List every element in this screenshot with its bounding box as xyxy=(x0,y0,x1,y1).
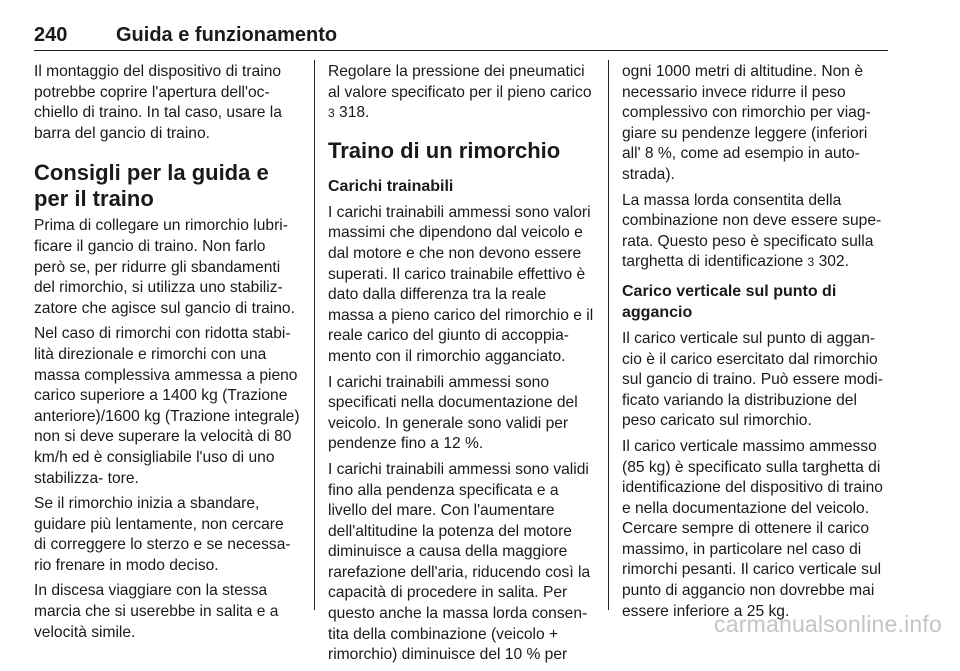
page-reference-arrow-icon: 3 xyxy=(807,255,815,270)
subsection-heading-carichi: Carichi trainabili xyxy=(328,177,454,195)
column-divider-2 xyxy=(608,60,609,610)
header-rule xyxy=(34,50,888,51)
paragraph-text: La massa lorda consentita della combinazione non deve essere supe- rata. Questo peso è specificato sulla targhetta di identificazione xyxy=(622,191,882,271)
watermark: carmanualsonline.info xyxy=(714,611,942,637)
column-2 xyxy=(328,62,594,671)
paragraph: I carichi trainabili ammessi sono valori massimi che dipendono dal veicolo e dal motore e che non devono essere superati. Il carico trainabile effettivo è dato dalla differenza tra la reale massa a pieno carico del rimorchio e il reale carico del giunto di accoppia- mento con il rimorchio agganciato. xyxy=(328,203,594,365)
section-heading-traino: Traino di un rimorchio xyxy=(328,137,561,163)
page-number: 240 xyxy=(34,24,68,46)
paragraph: In discesa viaggiare con la stessa marcia che si userebbe in salita e a velocità simile. xyxy=(34,582,279,641)
column-3 xyxy=(622,62,888,627)
page-reference-arrow-icon: 3 xyxy=(328,106,335,121)
paragraph: I carichi trainabili ammessi sono validi fino alla pendenza specificata e a livello del mare. Con l'aumentare dell'altitudine la potenza del motore diminuisce a causa della maggiore rarefazione dell'aria, riducendo così la capacità di procedere in salita. Per questo anche la massa lorda consen- tita della combinazione (veicolo + rimorchio) diminuisce del 10 % per xyxy=(328,460,591,664)
column-divider-1 xyxy=(314,60,315,610)
paragraph: Il carico verticale massimo ammesso (85 kg) è specificato sulla targhetta di identificazione del dispositivo di traino e nella documentazione del veicolo. Cercare sempre di ottenere il carico massimo, in particolare nel caso di rimorchi pesanti. Il carico verticale sul punto di aggancio non dovrebbe mai essere inferiore a 25 kg. xyxy=(622,437,883,620)
column-1 xyxy=(34,62,300,648)
page-reference-link[interactable]: 318. xyxy=(339,104,370,122)
paragraph: Il carico verticale sul punto di aggan- cio è il carico esercitato dal rimorchio sul gancio di traino. Può essere modi- ficato variando la distribuzione del peso caricato sul rimorchio. xyxy=(622,329,883,430)
subsection-heading-carico-verticale: Carico verticale sul punto di aggancio xyxy=(622,282,837,321)
paragraph xyxy=(622,191,888,273)
paragraph: I carichi trainabili ammessi sono specificati nella documentazione del veicolo. In generale sono validi per pendenze fino a 12 %. xyxy=(328,373,578,453)
paragraph: ogni 1000 metri di altitudine. Non è necessario invece ridurre il peso complessivo con rimorchio per viag- giare su pendenze leggere (inferiori all' 8 %, come ad esempio in auto- strada). xyxy=(622,63,871,183)
paragraph: Se il rimorchio inizia a sbandare, guidare più lentamente, non cercare di correggere lo sterzo e se necessa- rio frenare in modo deciso. xyxy=(34,495,291,574)
paragraph: Prima di collegare un rimorchio lubri- ficare il gancio di traino. Non farlo però se, per ridurre gli sbandamenti del rimorchio, si utilizza uno stabiliz- zatore che agisce sul gancio di traino. xyxy=(34,217,295,317)
paragraph: Nel caso di rimorchi con ridotta stabi- lità direzionale e rimorchi con una massa complessiva ammessa a pieno carico superiore a 1400 kg (Trazione anteriore)/1600 kg (Trazione integrale) non si deve superare la velocità di 80 km/h ed è consigliabile l'uso di uno stabilizza- tore. xyxy=(34,325,300,487)
page-reference-link[interactable]: 302. xyxy=(818,253,849,271)
paragraph xyxy=(328,62,594,124)
paragraph-text: Regolare la pressione dei pneumatici al valore specificato per il pieno carico xyxy=(328,63,592,101)
page-header xyxy=(34,24,888,50)
running-title: Guida e funzionamento xyxy=(116,24,338,46)
section-heading-consigli: Consigli per la guida e per il traino xyxy=(34,160,269,212)
paragraph: Il montaggio del dispositivo di traino potrebbe coprire l'apertura dell'oc- chiello di traino. In tal caso, usare la barra del gancio di traino. xyxy=(34,63,282,142)
